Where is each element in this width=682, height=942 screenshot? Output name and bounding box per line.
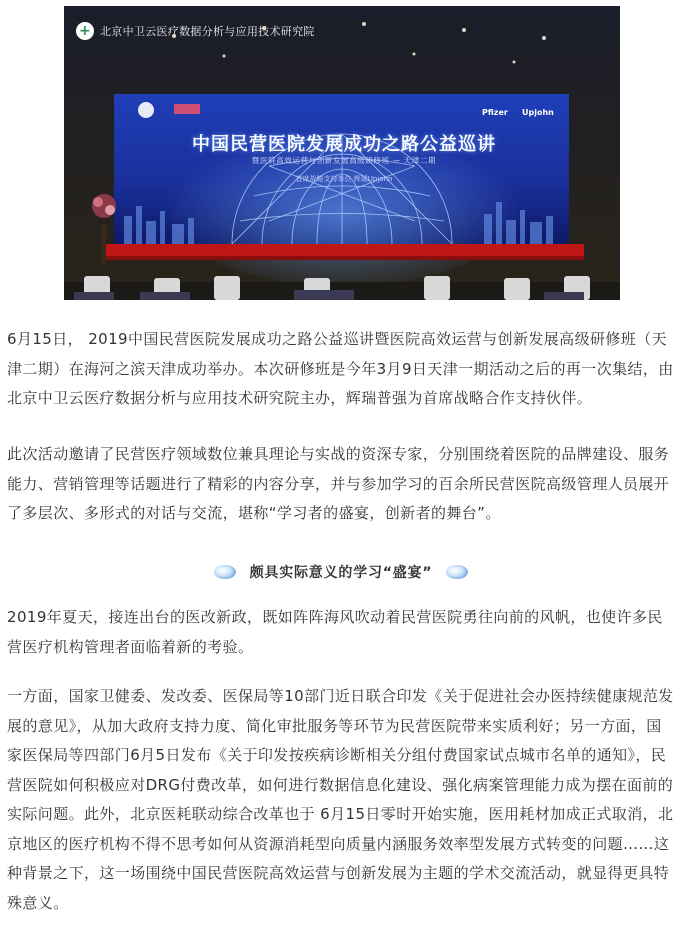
upjohn-logo: Upjohn <box>522 108 554 117</box>
institute-logo-icon <box>76 22 94 40</box>
banner-subtitle: 暨医院高效运营与创新发展高级研修班 — 天津二期 <box>251 156 437 165</box>
left-logo-2 <box>174 104 200 114</box>
banner-title: 中国民营医院发展成功之路公益巡讲 <box>192 134 496 155</box>
bubble-left-icon <box>214 565 236 579</box>
banner-sponsor-line: 首席战略支持单位 辉瑞Upjohn <box>295 175 393 183</box>
section-heading <box>0 558 682 586</box>
section-heading-text: 颇具实际意义的学习“盛宴” <box>249 565 433 581</box>
left-logo <box>138 102 154 118</box>
paragraph-activity: 此次活动邀请了民营医疗领域数位兼具理论与实战的资深专家，分别围绕着医院的品牌建设、服务能力、营销管理等话题进行了精彩的内容分享，并与参加学习的百余所民营医院高级管理人员展开了多层次、多形式的对话与交流，堪称“学习者的盛宴，创新者的舞台”。 <box>7 445 670 522</box>
pfizer-logo: Pfizer <box>482 108 508 117</box>
watermark <box>76 22 315 40</box>
bubble-right-icon <box>446 565 468 579</box>
paragraph-summer: 2019年夏天，接连出台的医改新政，既如阵阵海风吹动着民营医院勇往向前的风帆，也使许多民营医疗机构管理者面临着新的考验。 <box>7 608 663 656</box>
paragraph-intro: 6月15日， 2019中国民营医院发展成功之路公益巡讲暨医院高效运营与创新发展高级研修班（天津二期）在海河之滨天津成功举办。本次研修班是今年3月9日天津一期活动之后的再一次集结，由北京中卫云医疗数据分析与应用技术研究院主办，辉瑞普强为首席战略合作支持伙伴。 <box>7 330 674 407</box>
watermark-text: 北京中卫云医疗数据分析与应用技术研究院 <box>100 25 315 38</box>
paragraph-policy: 一方面，国家卫健委、发改委、医保局等10部门近日联合印发《关于促进社会办医持续健康规范发展的意见》，从加大政府支持力度、简化审批服务等环节为民营医院带来实质利好；另一方面，国家医保局等四部门6月5日发布《关于印发按疾病诊断相关分组付费国家试点城市名单的通知》，民营医院如何积极应对DRG付费改革，如何进行数据信息化建设、强化病案管理能力成为摆在面前的实际问题。此外，北京医耗联动综合改革也于 6月15日零时开始实施，医用耗材加成正式取消，北京地区的医疗机构不得不思考如何从资源消耗型向质量内涵服务效率型发展方式转变的问题……这种背景之下，这一场围绕中国民营医院高效运营与创新发展为主题的学术交流活动，就显得更具特殊意义。 <box>7 687 674 912</box>
red-stage <box>104 244 584 258</box>
event-photo <box>64 6 620 300</box>
